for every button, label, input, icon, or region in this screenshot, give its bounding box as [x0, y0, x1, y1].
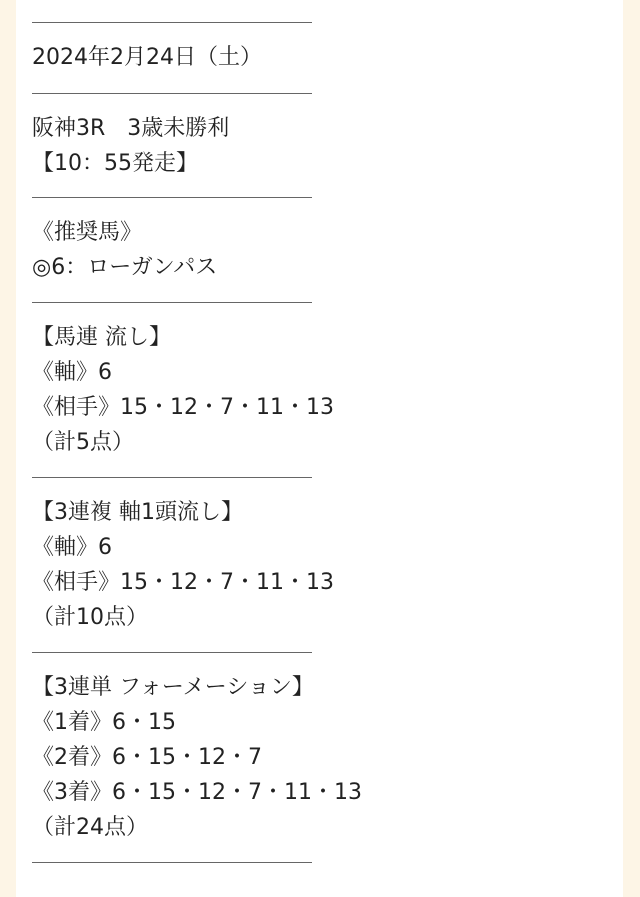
- recommended-heading: 《推奨馬》: [32, 220, 143, 245]
- article-body: [16, 0, 623, 897]
- race-date: 2024年2月24日（土）: [32, 45, 262, 70]
- umaren-axis: 《軸》6: [32, 360, 112, 385]
- race-start-time: 【10：55発走】: [32, 151, 198, 176]
- umaren-heading: 【馬連 流し】: [32, 325, 171, 350]
- sanrentan-first: 《1着》6・15: [32, 710, 176, 735]
- umaren-total: （計5点）: [32, 430, 134, 455]
- separator-line: [32, 302, 312, 303]
- separator-line: [32, 652, 312, 653]
- sanrenpuku-heading: 【3連複 軸1頭流し】: [32, 500, 243, 525]
- sanrentan-third: 《3着》6・15・12・7・11・13: [32, 780, 362, 805]
- separator-line: [32, 477, 312, 478]
- sanrentan-heading: 【3連単 フォーメーション】: [32, 675, 314, 700]
- sanrenpuku-total: （計10点）: [32, 605, 148, 630]
- recommended-horse: ◎6：ローガンパス: [32, 255, 218, 280]
- sanrenpuku-axis: 《軸》6: [32, 535, 112, 560]
- sanrentan-total: （計24点）: [32, 815, 148, 840]
- sanrenpuku-partners: 《相手》15・12・7・11・13: [32, 570, 334, 595]
- separator-line: [32, 93, 312, 94]
- umaren-partners: 《相手》15・12・7・11・13: [32, 395, 334, 420]
- sanrentan-second: 《2着》6・15・12・7: [32, 745, 262, 770]
- race-name: 阪神3R 3歳未勝利: [32, 116, 230, 141]
- separator-line: [32, 197, 312, 198]
- separator-line: [32, 862, 312, 863]
- separator-line: [32, 22, 312, 23]
